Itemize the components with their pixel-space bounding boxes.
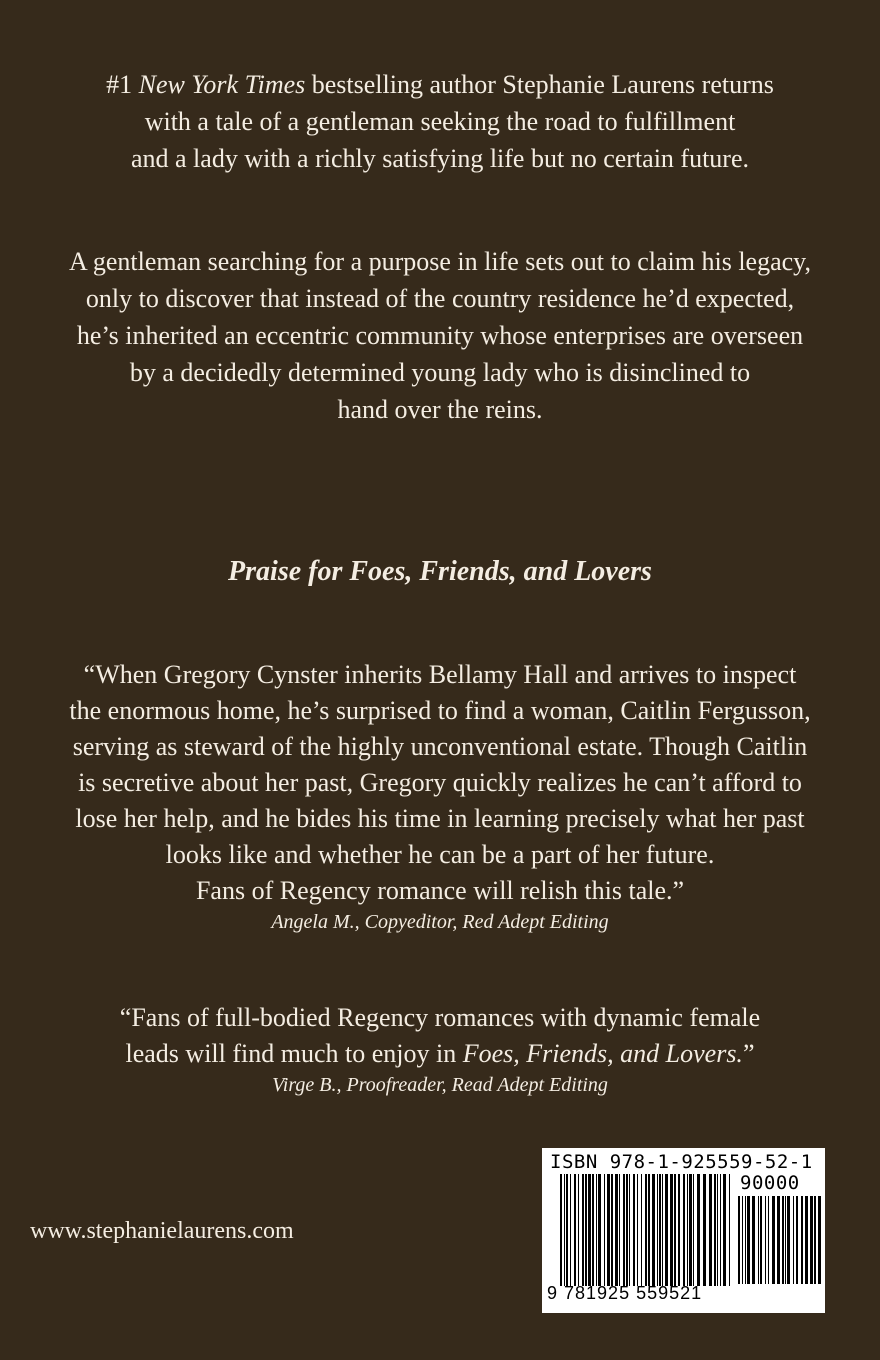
isbn-barcode [542,1148,825,1313]
publication-name: New York Times [138,70,306,99]
quote-line: looks like and whether he can be a part of her future. [165,840,715,869]
quote-line [0,1036,880,1072]
intro-line-1-rest: bestselling author Stephanie Laurens returns [305,70,774,99]
quote-line: “When Gregory Cynster inherits Bellamy Hall and arrives to inspect [83,660,797,689]
quote-line-suffix: ” [742,1039,755,1068]
quote-line: is secretive about her past, Gregory quickly realizes he can’t afford to [78,768,802,797]
quote-line: the enormous home, he’s surprised to find a woman, Caitlin Fergusson, [69,696,811,725]
intro-line-2: with a tale of a gentleman seeking the road to fulfillment [144,107,736,136]
barcode-icon [560,1174,732,1286]
blurb-line: A gentleman searching for a purpose in life sets out to claim his legacy, [69,247,811,276]
author-website: www.stephanielaurens.com [30,1218,294,1244]
review-quote-2 [0,1000,880,1098]
intro-prefix: #1 [106,70,139,99]
quote-line: lose her help, and he bides his time in learning precisely what her past [75,804,805,833]
quote-line: “Fans of full-bodied Regency romances with dynamic female [119,1003,761,1032]
blurb-line: he’s inherited an eccentric community whose enterprises are overseen [76,321,804,350]
price-code: 90000 [740,1172,800,1194]
blurb-line: hand over the reins. [337,395,543,424]
quote-attribution: Virge B., Proofreader, Read Adept Editing [272,1074,608,1096]
quote-line: Fans of Regency romance will relish this tale.” [195,876,685,905]
quote-line: serving as steward of the highly unconventional estate. Though Caitlin [72,732,808,761]
barcode-addon-icon [738,1196,822,1284]
review-quote-1 [0,657,880,935]
praise-heading: Praise for Foes, Friends, and Lovers [228,556,652,587]
blurb-line: only to discover that instead of the country residence he’d expected, [85,284,795,313]
quote-attribution: Angela M., Copyeditor, Red Adept Editing [271,911,609,933]
book-title: Foes, Friends, and Lovers. [462,1039,743,1068]
isbn-label: ISBN 978-1-925559-52-1 [550,1151,813,1173]
intro-line-3: and a lady with a richly satisfying life but no certain future. [130,144,750,173]
intro-paragraph [0,66,880,177]
ean-digits: 9 781925 559521 [547,1283,703,1303]
blurb-line: by a decidedly determined young lady who is disinclined to [129,358,751,387]
blurb-paragraph [0,243,880,428]
intro-line-1 [0,66,880,103]
quote-line-prefix: leads will find much to enjoy in [125,1039,463,1068]
